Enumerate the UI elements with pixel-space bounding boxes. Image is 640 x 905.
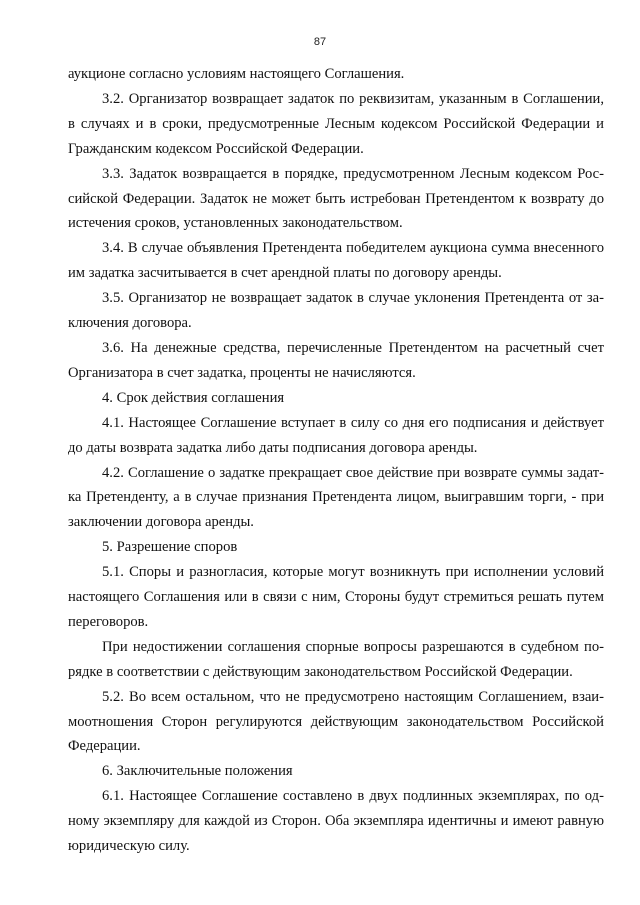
paragraph-3-4: 3.4. В случае объявления Претендента победителем аукциона сумма внесенного им задатка засчитывается в счет арендной платы по договору аренды. — [68, 240, 604, 282]
section-heading-6: 6. Заключительные положения — [102, 763, 293, 780]
paragraph-3-6: 3.6. На денежные средства, перечисленные Претендентом на расчетный счет Организатора в счет задатка, проценты не начисляются. — [68, 339, 604, 381]
paragraph-4-2: 4.2. Соглашение о задатке прекращает свое действие при возврате суммы задатка Претенденту, а в случае признания Претендента лицом, выигравшим торги, - при заключении договора аренды. — [68, 464, 604, 531]
paragraph-3-3: 3.3. Задаток возвращается в порядке, предусмотренном Лесным кодексом Российской Федерации. Задаток не может быть истребован Претендентом к возврату до истечения сроков, установленных законодательством. — [68, 165, 604, 232]
paragraph-5-1: 5.1. Споры и разногласия, которые могут возникнуть при исполнении условий настоящего Соглашения или в связи с ним, Стороны будут стремиться решать путем переговоров. — [68, 564, 604, 630]
paragraph-3-5: 3.5. Организатор не возвращает задаток в случае уклонения Претендента от заключения договора. — [68, 290, 604, 332]
paragraph-6-1: 6.1. Настоящее Соглашение составлено в двух подлинных экземплярах, по одному экземпляру для каждой из Сторон. Оба экземпляра идентичны и имеют равную юридическую силу. — [68, 788, 604, 855]
paragraph-continuation: аукционе согласно условиям настоящего Соглашения. — [68, 66, 405, 82]
section-heading-4: 4. Срок действия соглашения — [102, 389, 285, 406]
paragraph-5-1-continued: При недостижении соглашения спорные вопросы разрешаются в судебном порядке в соответствии с действующим законодательством Российской Федерации. — [68, 638, 604, 680]
section-heading-5: 5. Разрешение споров — [102, 539, 238, 556]
paragraph-4-1: 4.1. Настоящее Соглашение вступает в силу со дня его подписания и действует до даты возврата задатка либо даты подписания договора аренды. — [68, 414, 604, 456]
paragraph-5-2: 5.2. Во всем остальном, что не предусмотрено настоящим Соглашением, взаимоотношения Сторон регулируются действующим законодательством Российской Федерации. — [68, 688, 604, 755]
document-body — [68, 62, 604, 859]
paragraph-3-2: 3.2. Организатор возвращает задаток по реквизитам, указанным в Соглашении, в случаях и в сроки, предусмотренные Лесным кодексом Российской Федерации и Гражданским кодексом Российской Федерации. — [68, 90, 604, 157]
page-number: 87 — [313, 36, 327, 48]
